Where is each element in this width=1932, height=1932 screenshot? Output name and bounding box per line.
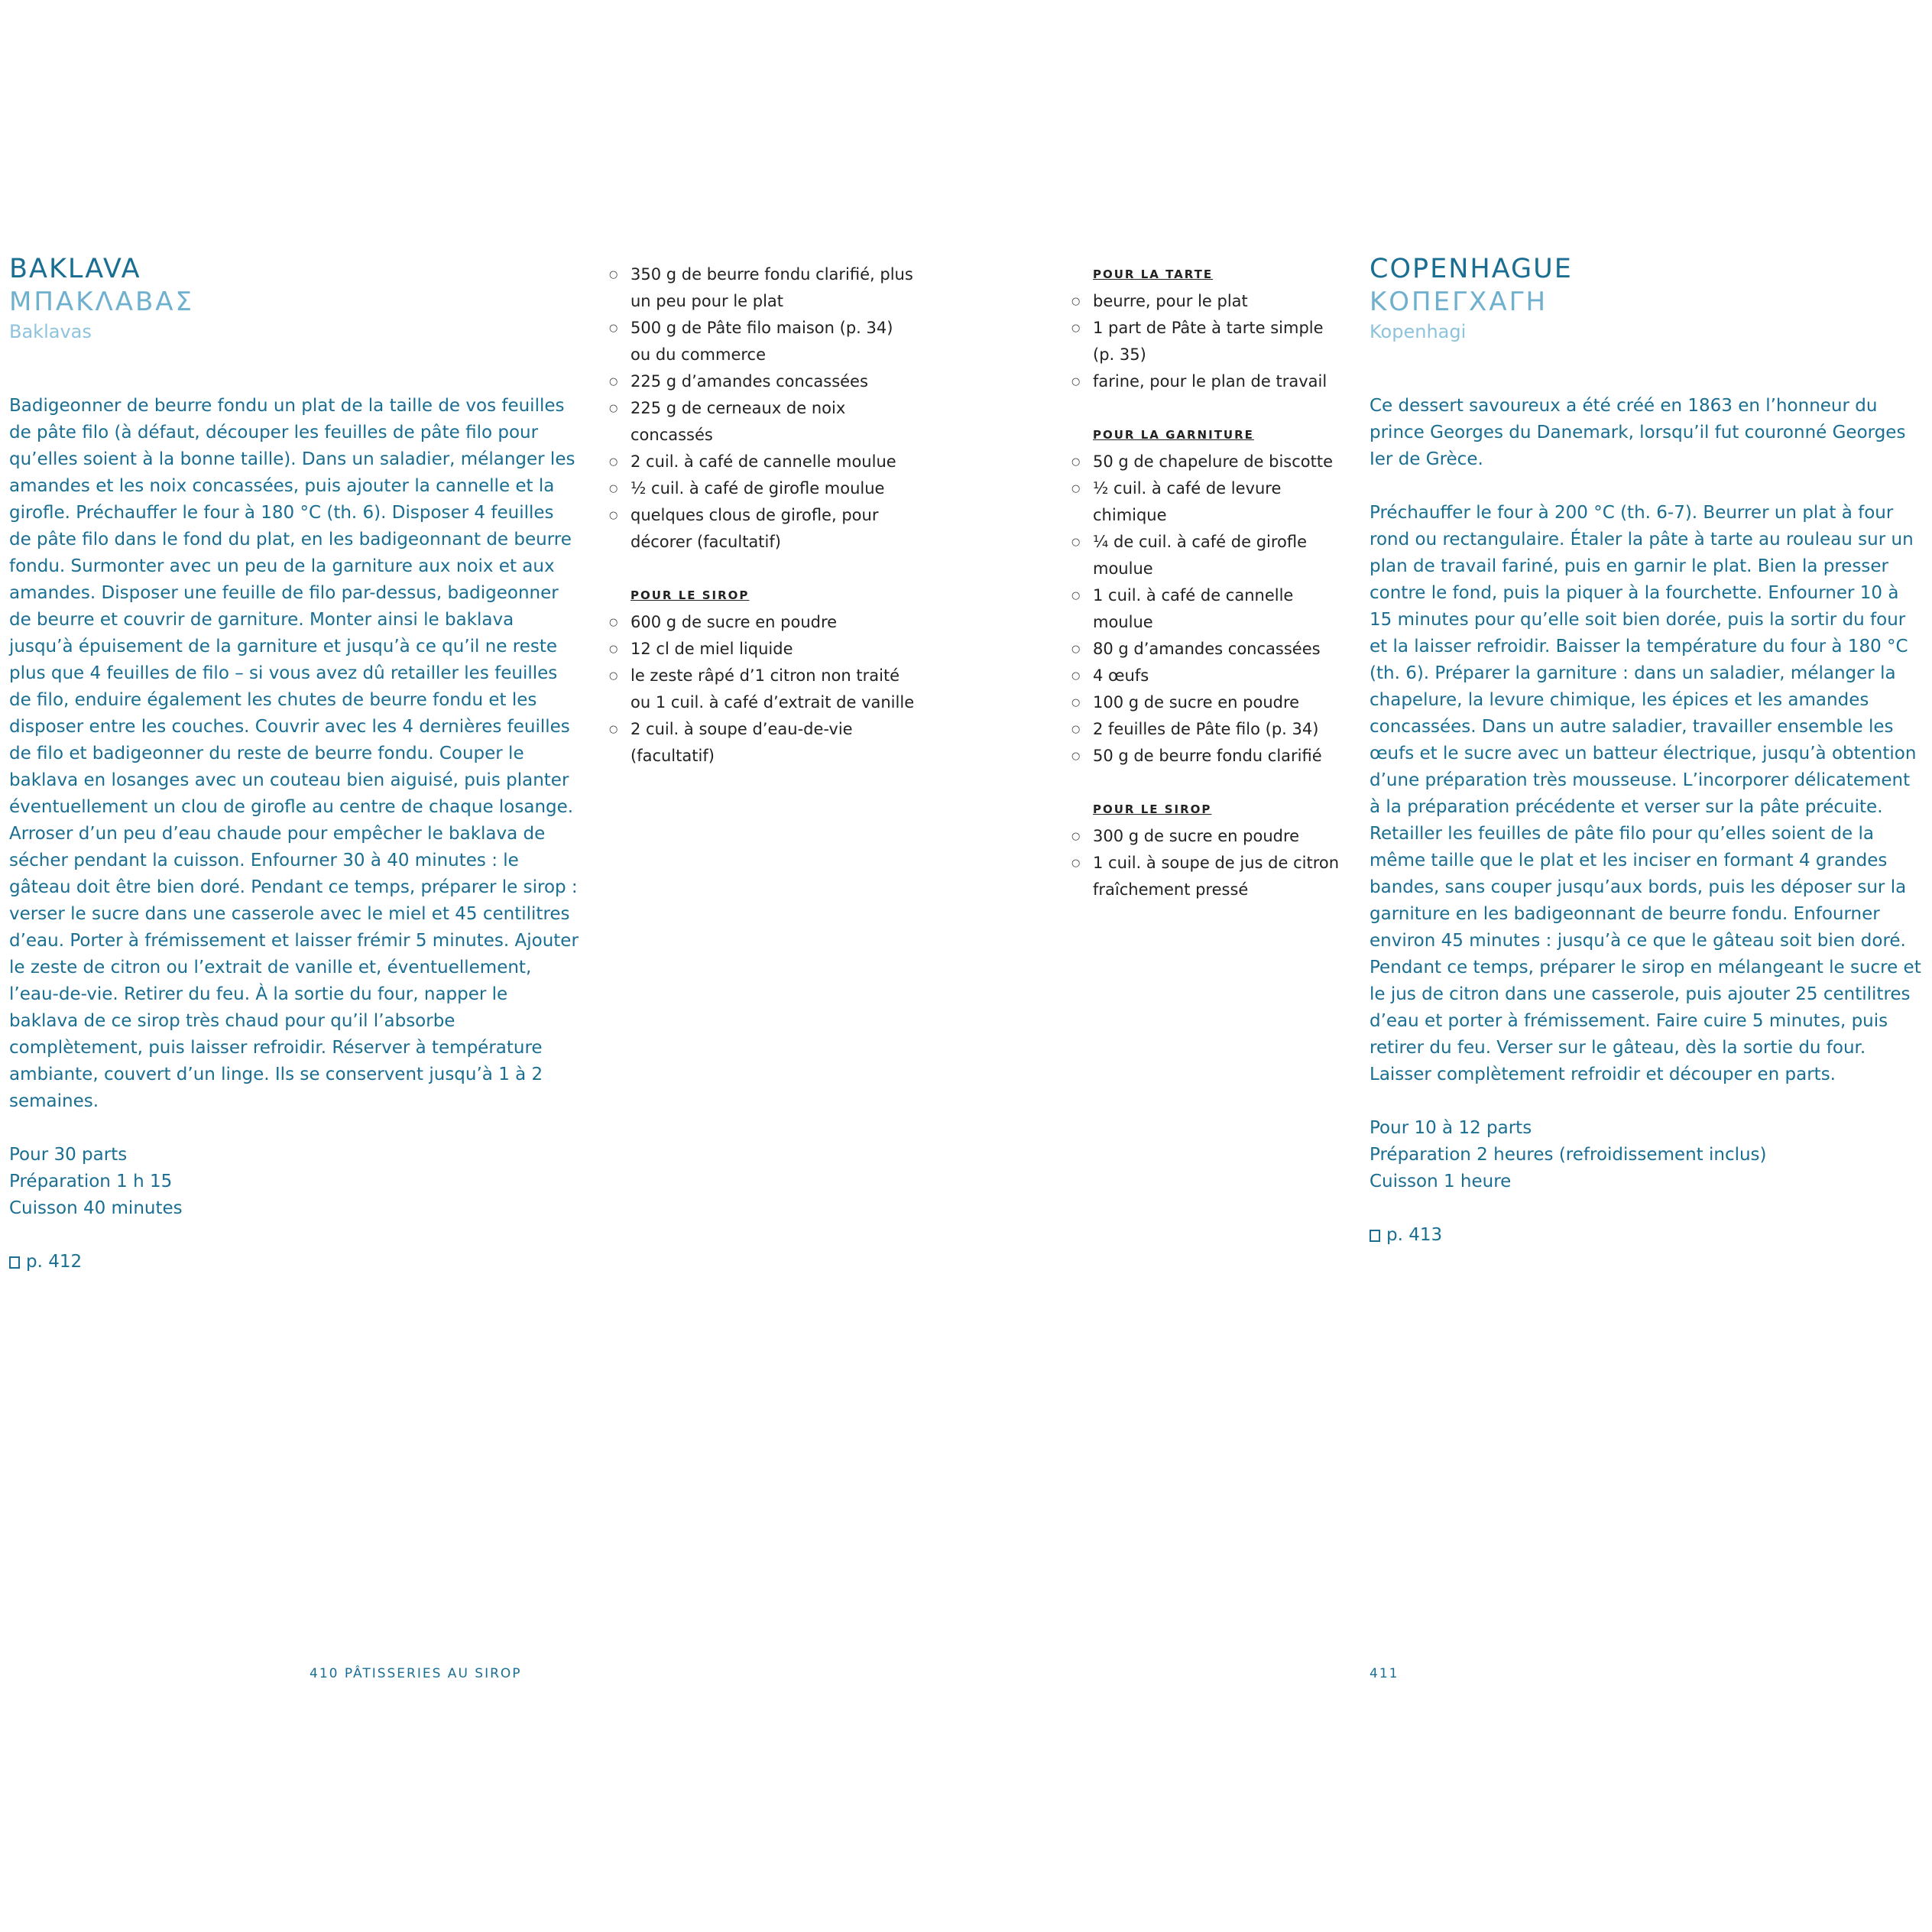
ingredient-item: ○ 1 cuil. à soupe de jus de citron fraîchement pressé <box>1071 850 1347 903</box>
recipe-greek-title: ΜΠΑΚΛΑΒΑΣ <box>9 287 195 317</box>
recipe-greek-title: ΚΟΠΕΓΧΑΓΗ <box>1370 287 1548 317</box>
bullet-icon: ○ <box>1071 750 1081 762</box>
recipe-method: Badigeonner de beurre fondu un plat de la taille de vos feuilles de pâte filo (à défaut, découper les feuilles de pâte filo pour qu’elles soient à la bonne taille). Dans un saladier, mélanger les amandes et les noix concassées, puis ajouter la cannelle et la girofle. Préchauffer le four à 180 °C (th. 6). Disposer 4 feuilles de pâte filo dans le fond du plat, en les badigeonnant de beurre fondu. Surmonter avec un peu de la garniture aux noix et aux amandes. Disposer une feuille de filo par-dessus, badigeonner de beurre et couvrir de garniture. Monter ainsi le baklava jusqu’à épuisement de la garniture et jusqu’à ce qu’il ne reste plus que 4 feuilles de filo – si vous avez dû retailler les feuilles de filo, enduire également les chutes de beurre fondu et les disposer entre les couches. Couvrir avec les 4 dernières feuilles de filo et badigeonner du reste de beurre fondu. Couper le baklava en losanges avec un couteau bien aiguisé, puis planter éventuellement un clou de girofle au centre de chaque losange. Arroser d’un peu d’eau chaude pour empêcher le baklava de sécher pendant la cuisson. Enfourner 30 à 40 minutes : le gâteau doit être bien doré. Pendant ce temps, préparer le sirop : verser le sucre dans une casserole avec le miel et 45 centilitres d’eau. Porter à frémissement et laisser frémir 5 minutes. Ajouter le zeste de citron ou l’extrait de vanille et, éventuellement, l’eau-de-vie. Retirer du feu. À la sortie du four, napper le baklava de ce sirop très chaud pour qu’il l’absorbe complètement, puis laisser refroidir. Réserver à température ambiante, couvert d’un linge. Ils se conservent jusqu’à 1 à 2 semaines. <box>9 396 579 1111</box>
bullet-icon: ○ <box>1071 323 1081 334</box>
ingredient-item: ○ quelques clous de girofle, pour décorer (facultatif) <box>609 502 915 556</box>
recipe-title: BAKLAVA <box>9 254 141 284</box>
ingredient-item: ○ farine, pour le plan de travail <box>1071 368 1347 395</box>
ingredient-item: ○ 1 part de Pâte à tarte simple (p. 35) <box>1071 315 1347 368</box>
photo-page-reference <box>9 1249 579 1276</box>
ingredient-item: ○ le zeste râpé d’1 citron non traité ou 1 cuil. à café d’extrait de vanille <box>609 663 915 716</box>
ingredient-list <box>609 261 915 556</box>
syrup-ingredient-list <box>609 609 915 770</box>
ingredient-item: ○ 1 cuil. à café de cannelle moulue <box>1071 582 1347 636</box>
ingredient-item: ○ 600 g de sucre en poudre <box>609 609 915 636</box>
recipe-prep-time: Préparation 2 heures (refroidissement inclus) <box>1370 1145 1767 1165</box>
syrup-heading: POUR LE SIROP <box>630 588 750 602</box>
recipe-serves: Pour 30 parts <box>9 1145 128 1165</box>
bullet-icon: ○ <box>1071 724 1081 735</box>
filling-ingredient-list <box>1071 449 1347 770</box>
baklava-recipe <box>9 252 579 1276</box>
left-page-footer: 410 PÂTISSERIES AU SIROP <box>310 1666 522 1681</box>
ingredient-item: ○ 50 g de beurre fondu clarifié <box>1071 743 1347 770</box>
bullet-icon: ○ <box>1071 643 1081 655</box>
recipe-method: Préchauffer le four à 200 °C (th. 6-7). Beurrer un plat à four rond ou rectangulaire. Étaler la pâte à tarte au rouleau sur un plan de travail fariné, puis en garnir le plat. Bien la presser contre le fond, puis la piquer à la fourchette. Enfourner 10 à 15 minutes pour qu’elle soit bien dorée, puis la sortir du four et la laisser refroidir. Baisser la température du four à 180 °C (th. 6). Préparer la garniture : dans un saladier, mélanger la chapelure, la levure chimique, les épices et les amandes concassées. Dans un autre saladier, travailler ensemble les œufs et le sucre avec un batteur électrique, jusqu’à obtention d’une préparation très mousseuse. L’incorporer délicatement à la préparation précédente et verser sur la pâte précuite. Retailler les feuilles de pâte filo pour qu’elles soient de la même taille que le plat et les inciser en formant 4 grandes bandes, sans couper jusqu’aux bords, puis les déposer sur la garniture en les badigeonnant de beurre fondu. Enfourner environ 45 minutes : jusqu’à ce que le gâteau soit bien doré. Pendant ce temps, préparer le sirop en mélangeant le sucre et le jus de citron dans une casserole, puis ajouter 25 centilitres d’eau et porter à frémissement. Faire cuire 5 minutes, puis retirer du feu. Verser sur le gâteau, dès la sortie du four. Laisser complètement refroidir et découper en parts. <box>1370 503 1921 1084</box>
ingredient-item: ○ 225 g d’amandes concassées <box>609 368 915 395</box>
tart-heading: POUR LA TARTE <box>1093 267 1214 281</box>
ingredient-item: ○ ½ cuil. à café de levure chimique <box>1071 475 1347 529</box>
bullet-icon: ○ <box>1071 456 1081 468</box>
bullet-icon: ○ <box>1071 483 1081 494</box>
tart-ingredient-list <box>1071 288 1347 395</box>
bullet-icon: ○ <box>1071 831 1081 842</box>
bullet-icon: ○ <box>1071 590 1081 601</box>
bullet-icon: ○ <box>609 376 618 387</box>
ingredient-item: ○ 225 g de cerneaux de noix concassés <box>609 395 915 449</box>
syrup-ingredient-list <box>1071 823 1347 903</box>
recipe-intro: Ce dessert savoureux a été créé en 1863 en l’honneur du prince Georges du Danemark, lorsqu’il fut couronné Georges Ier de Grèce. <box>1370 396 1906 469</box>
bullet-icon: ○ <box>1071 857 1081 869</box>
ingredient-item: ○ 350 g de beurre fondu clarifié, plus un peu pour le plat <box>609 261 915 315</box>
ingredient-item: ○ 4 œufs <box>1071 663 1347 689</box>
ingredient-item: ○ ¼ de cuil. à café de girofle moulue <box>1071 529 1347 582</box>
ingredient-item: ○ 50 g de chapelure de biscotte <box>1071 449 1347 475</box>
ingredient-item: ○ ½ cuil. à café de girofle moulue <box>609 475 915 502</box>
syrup-heading: POUR LE SIROP <box>1093 802 1212 816</box>
recipe-transliteration: Baklavas <box>9 321 92 342</box>
baklava-ingredients <box>609 261 915 770</box>
ingredient-item: ○ 2 feuilles de Pâte filo (p. 34) <box>1071 716 1347 743</box>
ingredient-item: ○ beurre, pour le plat <box>1071 288 1347 315</box>
ingredient-item: ○ 100 g de sucre en poudre <box>1071 689 1347 716</box>
bullet-icon: ○ <box>1071 376 1081 387</box>
filling-heading: POUR LA GARNITURE <box>1093 428 1254 442</box>
ingredient-item: ○ 80 g d’amandes concassées <box>1071 636 1347 663</box>
recipe-serves: Pour 10 à 12 parts <box>1370 1118 1532 1138</box>
photo-page-reference <box>1370 1222 1926 1249</box>
recipe-cook-time: Cuisson 1 heure <box>1370 1172 1512 1191</box>
bullet-icon: ○ <box>1071 296 1081 307</box>
ingredient-item: ○ 2 cuil. à soupe d’eau-de-vie (facultatif) <box>609 716 915 770</box>
page-ref-text: p. 413 <box>1386 1225 1443 1245</box>
recipe-prep-time: Préparation 1 h 15 <box>9 1172 173 1191</box>
bullet-icon: ○ <box>609 456 618 468</box>
bullet-icon: ○ <box>1071 697 1081 708</box>
book-icon <box>9 1256 20 1269</box>
ingredient-item: ○ 500 g de Pâte filo maison (p. 34) ou du commerce <box>609 315 915 368</box>
recipe-cook-time: Cuisson 40 minutes <box>9 1198 183 1218</box>
bullet-icon: ○ <box>609 724 618 735</box>
recipe-transliteration: Kopenhagi <box>1370 321 1467 342</box>
right-page-number: 411 <box>1370 1666 1399 1681</box>
bullet-icon: ○ <box>1071 536 1081 548</box>
bullet-icon: ○ <box>609 510 618 521</box>
ingredient-item: ○ 300 g de sucre en poudre <box>1071 823 1347 850</box>
bullet-icon: ○ <box>609 617 618 628</box>
recipe-title: COPENHAGUE <box>1370 254 1573 284</box>
bullet-icon: ○ <box>609 483 618 494</box>
page-ref-text: p. 412 <box>26 1252 83 1272</box>
bullet-icon: ○ <box>1071 670 1081 682</box>
bullet-icon: ○ <box>609 670 618 682</box>
bullet-icon: ○ <box>609 323 618 334</box>
copenhague-ingredients <box>1071 261 1347 903</box>
book-icon <box>1370 1230 1380 1242</box>
copenhague-recipe <box>1370 252 1926 1249</box>
ingredient-item: ○ 12 cl de miel liquide <box>609 636 915 663</box>
bullet-icon: ○ <box>609 403 618 414</box>
bullet-icon: ○ <box>609 643 618 655</box>
ingredient-item: ○ 2 cuil. à café de cannelle moulue <box>609 449 915 475</box>
bullet-icon: ○ <box>609 269 618 280</box>
